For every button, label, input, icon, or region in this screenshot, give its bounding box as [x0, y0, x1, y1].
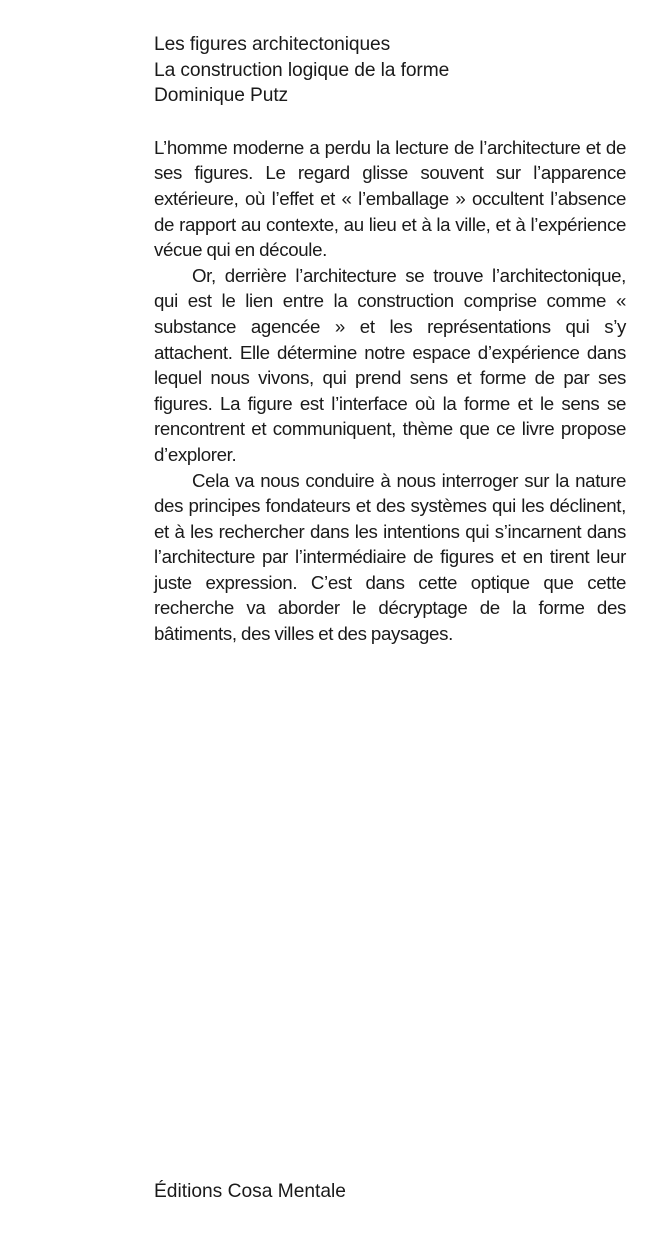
book-header: [154, 32, 626, 109]
blurb: [154, 135, 626, 647]
book-author: Dominique Putz: [154, 85, 289, 107]
book-subtitle: La construction logique de la forme: [154, 59, 450, 81]
blurb-paragraph-1: L’homme moderne a perdu la lecture de l’architecture et de ses figures. Le regard glisse souvent sur l’apparence extérieure, où l’effet et « l’emballage » occultent l’absence de rapport au contexte, au lieu et à la ville, et à l’expérience vécue qui en découle.: [154, 136, 626, 261]
book-title: Les figures architectoniques: [154, 34, 391, 55]
blurb-paragraph-3: Cela va nous conduire à nous interroger sur la nature des principes fondateurs et des systèmes qui les déclinent, et à les rechercher dans les intentions qui s’incarnent dans l’architecture par l’intermédiaire de figures et en tirent leur juste expression. C’est dans cette optique que cette recherche va aborder le décryptage de la forme des bâtiments, des villes et des paysages.: [154, 469, 626, 645]
back-cover-text-block: [154, 32, 626, 647]
publisher-name: Éditions Cosa Mentale: [154, 1181, 346, 1202]
blurb-paragraph-2: Or, derrière l’architecture se trouve l’architectonique, qui est le lien entre la construction comprise comme « substance agencée » et les représentations qui s’y attachent. Elle détermine notre espace d’expérience dans lequel nous vivons, qui prend sens et forme de par ses figures. La figure est l’interface où la forme et le sens se rencontrent et communiquent, thème que ce livre propose d’explorer.: [154, 264, 626, 465]
